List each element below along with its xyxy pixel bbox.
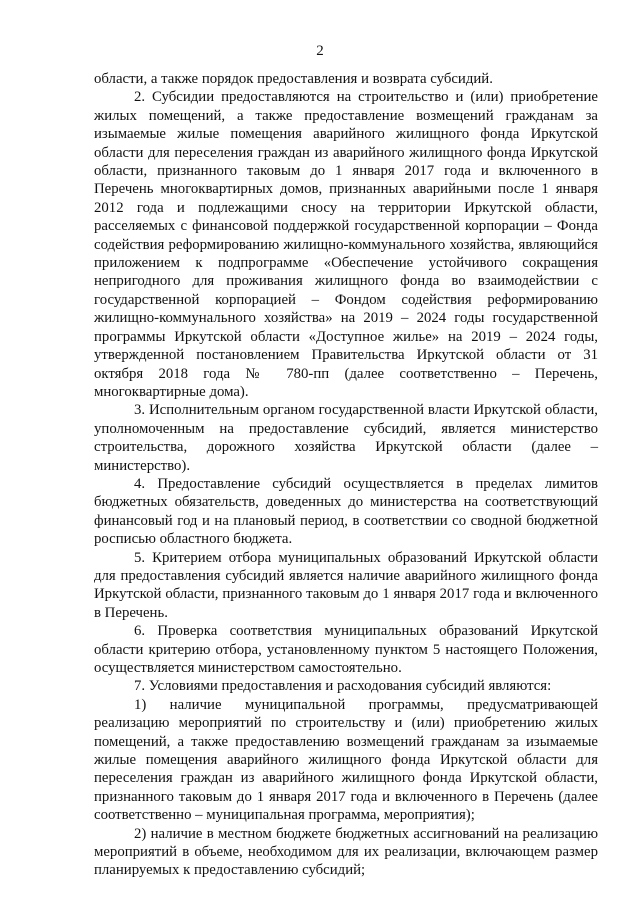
paragraph-item-2: 2. Субсидии предоставляются на строительство и (или) приобретение жилых помещений, а также предоставление возмещений гражданам за изымаемые жилые помещения аварийного жилищного фонда Иркутской области для переселения граждан из аварийного жилищного фонда Иркутской области, признанного таковым до 1 января 2017 года и включенного в Перечень многоквартирных домов, признанных аварийными после 1 января 2012 года и подлежащими сносу на территории Иркутской области, расселяемых с финансовой поддержкой государственной корпорации – Фонда содействия реформированию жилищно-коммунального хозяйства, являющийся приложением к подпрограмме «Обеспечение устойчивого сокращения непригодного для проживания жилищного фонда во взаимодействии с государственной корпорацией – Фондом содействия реформированию жилищно-коммунального хозяйства» на 2019 – 2024 годы государственной программы Иркутской области «Доступное жилье» на 2019 – 2024 годы, утвержденной постановлением Правительства Иркутской области от 31 октября 2018 года № 780-пп (далее соответственно – Перечень, многоквартирные дома). — [94, 89, 598, 400]
paragraph-item-4: 4. Предоставление субсидий осуществляется в пределах лимитов бюджетных обязательств, доведенных до министерства на соответствующий финансовый год и на плановый период, в соответствии со сводной бюджетной росписью областного бюджета. — [94, 475, 598, 548]
document-body — [94, 70, 598, 880]
paragraph-item-3: 3. Исполнительным органом государственной власти Иркутской области, уполномоченным на предоставление субсидий, является министерство строительства, дорожного хозяйства Иркутской области (далее – министерство). — [94, 402, 598, 474]
paragraph-continuation: области, а также порядок предоставления и возврата субсидий. — [94, 71, 493, 87]
paragraph-item-6: 6. Проверка соответствия муниципальных образований Иркутской области критерию отбора, установленному пунктом 5 настоящего Положения, осуществляется министерством самостоятельно. — [94, 623, 598, 676]
page-number: 2 — [316, 43, 324, 59]
paragraph-item-5: 5. Критерием отбора муниципальных образований Иркутской области для предоставления субсидий является наличие аварийного жилищного фонда Иркутской области, признанного таковым до 1 января 2017 года и включенного в Перечень. — [94, 549, 598, 621]
subparagraph-2: 2) наличие в местном бюджете бюджетных ассигнований на реализацию мероприятий в объеме, необходимом для их реализации, включающем размер планируемых к предоставлению субсидий; — [94, 825, 598, 879]
subparagraph-1: 1) наличие муниципальной программы, предусматривающей реализацию мероприятий по строительству и (или) приобретению жилых помещений, а также предоставлению возмещений гражданам за изымаемые жилые помещения аварийного жилищного фонда Иркутской области для переселения граждан из аварийного жилищного фонда Иркутской области, признанного таковым до 1 января 2017 года и включенного в Перечень (далее соответственно – муниципальная программа, мероприятия); — [94, 696, 598, 824]
paragraph-item-7: 7. Условиями предоставления и расходования субсидий являются: — [134, 678, 552, 695]
